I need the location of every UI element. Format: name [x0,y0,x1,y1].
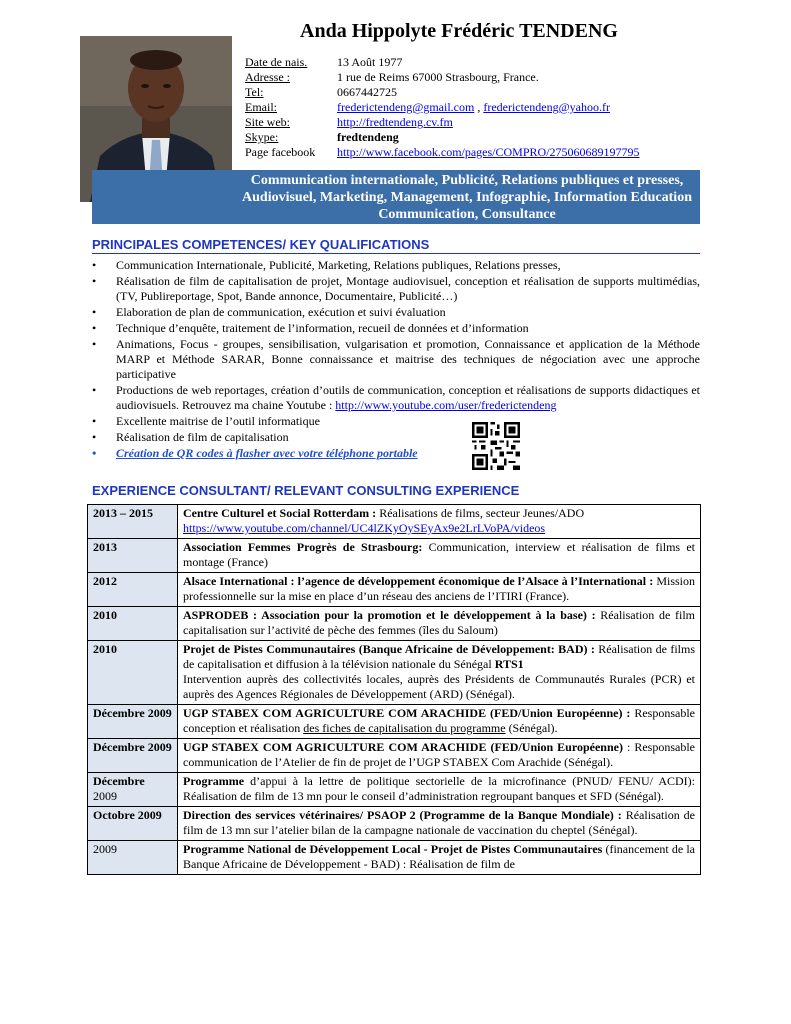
skype-value: fredtendeng [337,130,399,144]
row-org-rts1: RTS1 [494,657,524,671]
address-label: Adresse : [245,70,290,84]
list-item: • Réalisation de film de capitalisation [92,430,700,445]
email-label: Email: [245,100,277,114]
tel-value: 0667442725 [337,85,397,99]
row-description [178,505,701,539]
row-org: UGP STABEX COM AGRICULTURE COM ARACHIDE (FED/Union Européenne) : [183,706,631,720]
experience-title: EXPERIENCE CONSULTANT/ RELEVANT CONSULTING EXPERIENCE [92,483,520,498]
row-description [178,841,701,875]
address-value: 1 rue de Reims 67000 Strasbourg, France. [337,70,539,84]
row-date: 2013 – 2015 [88,505,178,539]
row-date-month: Décembre [93,774,145,788]
list-item [92,383,700,413]
row-org: Programme National de Développement Local - Projet de Pistes Communautaires [183,842,603,856]
site-link[interactable]: http://fredtendeng.cv.fm [337,115,453,129]
row-text: Réalisations de films, secteur Jeunes/ADO [376,506,585,520]
table-row [88,573,701,607]
row-text-after: (Sénégal). [505,721,558,735]
row-description [178,773,701,807]
site-label: Site web: [245,115,290,129]
row-date: Décembre 2009 [88,739,178,773]
qr-code-icon [472,422,520,470]
row-date: 2012 [88,573,178,607]
skype-label: Skype: [245,130,279,144]
row-date: 2009 [88,841,178,875]
address-row [245,70,640,85]
facebook-row [245,145,640,160]
row-text-2: Intervention auprès des collectivités locales, auprès des Présidents de Communautés Rurales (PCR) et auprès des Agences Régionales de Développement (ARD) (Sénégal). [183,672,695,701]
row-underlined-text: des fiches de capitalisation du programme [303,721,506,735]
birth-value: 13 Août 1977 [337,55,403,69]
site-row [245,115,640,130]
row-org: ASPRODEB : Association pour la promotion et le développement à la base) : [183,608,596,622]
table-row [88,705,701,739]
row-text: Réalisation de film capitalisation sur l’activité de pèche des femmes (îles du Saloum) [183,608,695,637]
candidate-name: Anda Hippolyte Frédéric TENDENG [300,20,618,42]
table-row [88,539,701,573]
row-date: Décembre 2009 [88,705,178,739]
email-separator: , [474,100,484,114]
row-text: Communication, interview et réalisation de films et montage (France) [183,540,695,569]
row-date: 2010 [88,641,178,705]
list-item: • Réalisation de film de capitalisation de projet, Montage audiovisuel, conception et réalisation de supports multimédias, (TV, Publireportage, Spot, Bande annonce, Documentaire, Publicité…) [92,274,700,304]
birth-row [245,55,640,70]
contact-info [245,55,640,160]
table-row [88,739,701,773]
youtube-link[interactable]: http://www.youtube.com/user/frederictendeng [335,398,557,412]
competences-list [92,258,700,462]
list-item: • Excellente maitrise de l’outil informatique [92,414,700,429]
row-text: Mission professionnelle sur la mise en place d’un réseau des anciens de l’ITIRI (France). [183,574,695,603]
table-row [88,505,701,539]
row-description [178,539,701,573]
youtube-channel-link[interactable]: https://www.youtube.com/channel/UC4lZKyOySEyAx9e2LrLVoPA/videos [183,521,546,535]
list-item: • Technique d’enquête, traitement de l’information, recueil de données et d’information [92,321,700,336]
email-yahoo-link[interactable]: frederictendeng@yahoo.fr [483,100,610,114]
email-row [245,100,640,115]
row-description [178,573,701,607]
row-org: UGP STABEX COM AGRICULTURE COM ARACHIDE (FED/Union Européenne) [183,740,623,754]
row-text: Responsable conception et réalisation [183,706,696,735]
row-text: d’appui à la lettre de politique sectorielle de la microfinance (PNUD/ FENU/ ACDI): Réalisation de film de 13 mn pour le conseil d’administration regroupant banques et SFD (Sénégal). [183,774,695,803]
birth-label: Date de nais. [245,55,308,69]
row-description [178,739,701,773]
qr-code-link[interactable]: • Création de QR codes à flasher avec votre téléphone portable [92,446,700,461]
experience-table [87,504,701,875]
row-description [178,705,701,739]
facebook-label: Page facebook [245,145,316,159]
list-item: • Elaboration de plan de communication, exécution et suivi évaluation [92,305,700,320]
row-date-year: 2009 [93,789,117,803]
table-row [88,607,701,641]
row-date: 2010 [88,607,178,641]
list-item: • Communication Internationale, Publicité, Marketing, Relations publiques, Relations presses, [92,258,700,273]
tel-label: Tel: [245,85,264,99]
table-row [88,841,701,875]
email-gmail-link[interactable]: frederictendeng@gmail.com [337,100,475,114]
competences-title: PRINCIPALES COMPETENCES/ KEY QUALIFICATIONS [92,237,700,254]
row-description [178,641,701,705]
row-org: Projet de Pistes Communautaires (Banque Africaine de Développement: BAD) : [183,642,595,656]
table-row [88,641,701,705]
row-text: Réalisation de films de capitalisation et diffusion à la télévision nationale du Sénégal [183,642,695,671]
row-org: Programme [183,774,245,788]
row-text: (financement de la Banque Africaine de Développement - BAD) : Réalisation de film de [183,842,695,871]
table-row [88,773,701,807]
facebook-link[interactable]: http://www.facebook.com/pages/COMPRO/275060689197795 [337,145,640,159]
row-org: Direction des services vétérinaires/ PSAOP 2 (Programme de la Banque Mondiale) : [183,808,622,822]
row-org: Association Femmes Progrès de Strasbourg: [183,540,423,554]
youtube-text: Productions de web reportages, création d’outils de communication, conception et réalisations de supports didactiques et audiovisuels. Retrouvez ma chaine Youtube : [116,383,700,412]
row-date: 2013 [88,539,178,573]
banner-text: Communication internationale, Publicité, Relations publiques et presses, Audiovisuel, Marketing, Management, Infographie, Information Education Communication, Consultance [242,172,692,222]
row-date [88,773,178,807]
row-text: Réalisation de film de 13 mn sur l’atelier bilan de la campagne nationale de vaccination du cheptel (Sénégal). [183,808,695,837]
row-text: : Responsable communication de l’Atelier de fin de projet de l’UGP STABEX Com Arachide (Sénégal). [183,740,695,769]
list-item: • Animations, Focus - groupes, sensibilisation, vulgarisation et promotion, Connaissance et application de la Méthode MARP et Méthode SARAR, Bonne connaissance et maitrise des techniques de négociation avec une approche participative [92,337,700,382]
row-org: Centre Culturel et Social Rotterdam : [183,506,377,520]
skype-row [245,130,640,145]
row-org: Alsace International : l’agence de développement économique de l’Alsace à l’International : [183,574,654,588]
table-row [88,807,701,841]
tel-row [245,85,640,100]
row-date: Octobre 2009 [88,807,178,841]
row-description [178,607,701,641]
skills-banner [92,170,700,224]
row-description [178,807,701,841]
